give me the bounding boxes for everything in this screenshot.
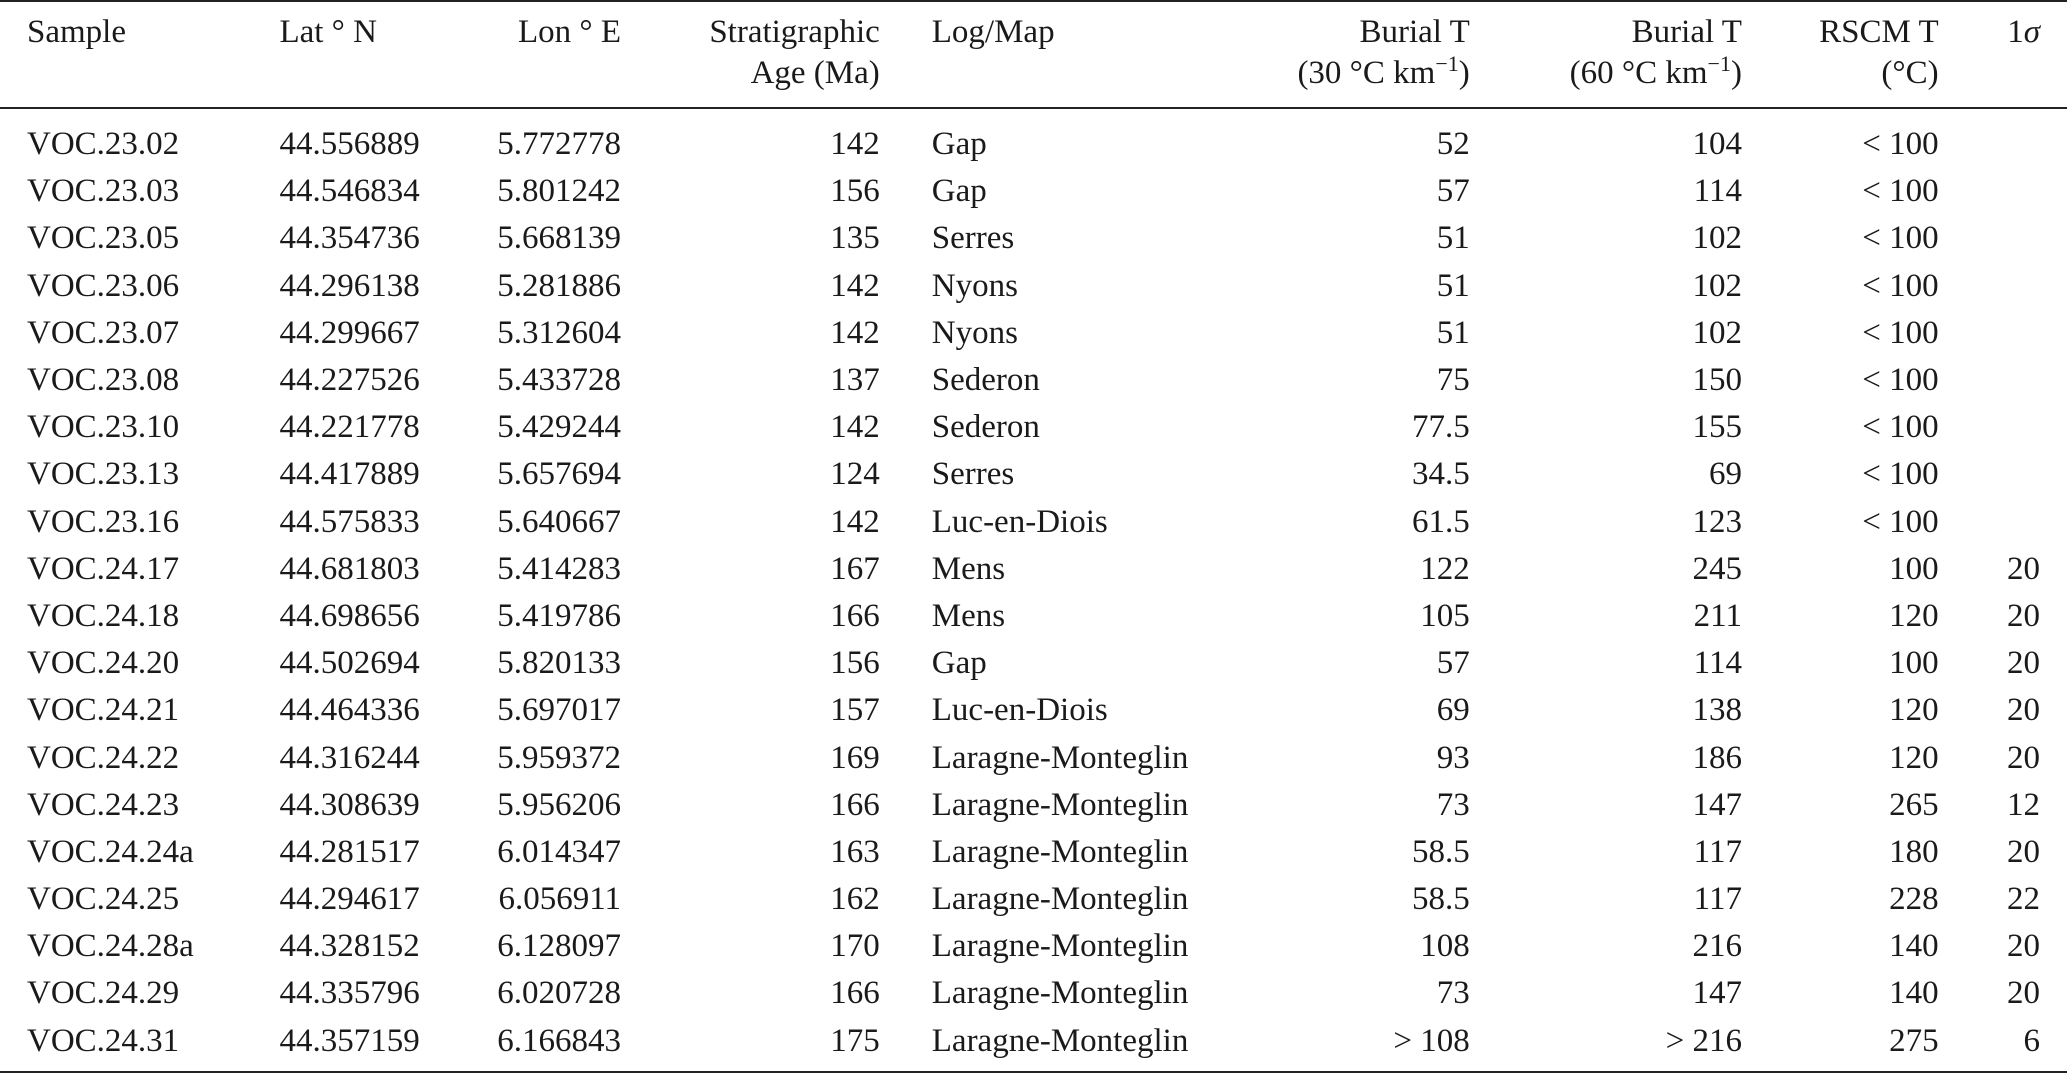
- cell-lat: 44.357159: [279, 1018, 476, 1072]
- cell-lon: 6.056911: [498, 881, 622, 918]
- cell-age: 169: [830, 739, 880, 776]
- header-burial30-unit: (30 °C km: [1297, 55, 1436, 91]
- cell-sigma: [1939, 168, 2067, 215]
- cell-rscm: 228: [1889, 881, 1939, 918]
- table-row: [0, 499, 2067, 546]
- header-rscm-line1: RSCM T: [1819, 14, 1939, 50]
- cell-burial30: 105: [1420, 597, 1470, 634]
- cell-sigma: [1939, 357, 2067, 404]
- cell-lon: 5.433728: [497, 362, 622, 399]
- table-row: [0, 546, 2067, 593]
- cell-sample: VOC.23.08: [27, 362, 180, 399]
- cell-sample: VOC.23.07: [27, 314, 180, 351]
- cell-rscm: < 100: [1862, 409, 1939, 446]
- cell-log: Laragne-Monteglin: [931, 928, 1189, 965]
- cell-sigma: 20: [2007, 739, 2040, 776]
- cell-sigma: [1939, 263, 2067, 310]
- cell-rscm: 120: [1889, 739, 1939, 776]
- cell-sample: VOC.23.13: [27, 456, 180, 493]
- table-row: [0, 923, 2067, 970]
- cell-burial30: 58.5: [1411, 833, 1470, 870]
- cell-burial30: 108: [1420, 928, 1470, 965]
- header-burial60-line1: Burial T: [1631, 14, 1742, 50]
- cell-sample: VOC.23.03: [27, 173, 180, 210]
- cell-log: Laragne-Monteglin: [931, 739, 1189, 776]
- cell-sigma: 12: [2007, 786, 2040, 823]
- cell-burial60: 102: [1692, 314, 1742, 351]
- cell-burial60: 102: [1692, 220, 1742, 257]
- cell-log: Mens: [931, 550, 1006, 587]
- header-burial30-line1: Burial T: [1359, 14, 1470, 50]
- cell-sample: VOC.24.21: [27, 692, 180, 729]
- cell-lat: 44.556889: [279, 126, 420, 163]
- cell-age: 166: [830, 975, 880, 1012]
- header-lon: [476, 1, 621, 108]
- cell-lat: 44.281517: [279, 833, 420, 870]
- cell-lon: 5.801242: [497, 173, 622, 210]
- cell-age: 156: [830, 173, 880, 210]
- cell-lon: 5.281886: [497, 267, 622, 304]
- cell-rscm: 140: [1889, 975, 1939, 1012]
- cell-rscm: < 100: [1862, 126, 1939, 163]
- cell-age: 124: [830, 456, 880, 493]
- table-row: [0, 451, 2067, 498]
- cell-rscm: 120: [1889, 692, 1939, 729]
- cell-burial60: 155: [1692, 409, 1742, 446]
- table-row: [0, 108, 2067, 168]
- cell-sample: VOC.24.25: [27, 881, 180, 918]
- cell-rscm: 265: [1889, 786, 1939, 823]
- cell-lat: 44.698656: [279, 597, 420, 634]
- header-sigma-num: 1: [2007, 14, 2024, 50]
- cell-sample: VOC.23.06: [27, 267, 180, 304]
- header-log-label: Log/Map: [931, 14, 1055, 50]
- cell-lat: 44.464336: [279, 692, 420, 729]
- cell-burial30: > 108: [1225, 1018, 1469, 1072]
- cell-log: Laragne-Monteglin: [880, 1018, 1226, 1072]
- cell-sample: VOC.24.23: [27, 786, 180, 823]
- cell-sigma: [1939, 404, 2067, 451]
- cell-burial30: 122: [1420, 550, 1470, 587]
- cell-lon: 5.956206: [497, 786, 622, 823]
- header-burial60-close: ): [1730, 55, 1742, 91]
- cell-burial60: > 216: [1470, 1018, 1742, 1072]
- cell-burial30: 51: [1436, 220, 1470, 257]
- cell-burial30: 73: [1436, 786, 1470, 823]
- cell-log: Luc-en-Diois: [931, 503, 1108, 540]
- cell-age: 157: [830, 692, 880, 729]
- cell-burial60: 123: [1692, 503, 1742, 540]
- cell-rscm: 100: [1889, 645, 1939, 682]
- cell-log: Nyons: [931, 314, 1018, 351]
- cell-burial30: 57: [1436, 645, 1470, 682]
- header-lon-label: Lon ° E: [518, 14, 622, 50]
- cell-rscm: 275: [1742, 1018, 1939, 1072]
- cell-burial30: 77.5: [1411, 409, 1470, 446]
- cell-lat: 44.296138: [279, 267, 420, 304]
- cell-lat: 44.681803: [279, 550, 420, 587]
- table-row: [0, 782, 2067, 829]
- cell-rscm: 120: [1889, 597, 1939, 634]
- header-lat: [279, 1, 476, 108]
- cell-lat: 44.227526: [279, 362, 420, 399]
- cell-burial30: 52: [1436, 126, 1470, 163]
- cell-lon: 5.668139: [497, 220, 622, 257]
- table-header: [0, 1, 2067, 108]
- cell-log: Serres: [931, 456, 1015, 493]
- cell-lon: 5.312604: [497, 314, 622, 351]
- table-row: [0, 876, 2067, 923]
- cell-age: 162: [830, 881, 880, 918]
- cell-sigma: [1939, 215, 2067, 262]
- cell-burial30: 69: [1436, 692, 1470, 729]
- cell-lon: 5.697017: [497, 692, 622, 729]
- cell-log: Laragne-Monteglin: [931, 975, 1189, 1012]
- cell-sigma: 20: [2007, 833, 2040, 870]
- cell-burial60: 216: [1692, 928, 1742, 965]
- table-row: [0, 404, 2067, 451]
- cell-sigma: [1939, 310, 2067, 357]
- cell-burial60: 245: [1692, 550, 1742, 587]
- cell-age: 142: [830, 267, 880, 304]
- table-body: [0, 108, 2067, 1072]
- table-row: [0, 829, 2067, 876]
- cell-lon: 5.657694: [497, 456, 622, 493]
- cell-log: Nyons: [931, 267, 1018, 304]
- cell-sigma: 20: [2007, 550, 2040, 587]
- cell-age: 166: [830, 597, 880, 634]
- cell-rscm: < 100: [1862, 173, 1939, 210]
- cell-log: Gap: [931, 645, 987, 682]
- header-lat-label: Lat ° N: [279, 14, 377, 50]
- cell-sample: VOC.24.17: [27, 550, 180, 587]
- table-row: [0, 970, 2067, 1017]
- cell-lon: 6.020728: [497, 975, 622, 1012]
- cell-log: Laragne-Monteglin: [931, 881, 1189, 918]
- cell-lon: 5.640667: [497, 503, 622, 540]
- table-row: [0, 593, 2067, 640]
- cell-sample: VOC.24.22: [27, 739, 180, 776]
- cell-sigma: [1939, 108, 2067, 168]
- cell-burial60: 104: [1692, 126, 1742, 163]
- cell-log: Laragne-Monteglin: [931, 786, 1189, 823]
- cell-log: Laragne-Monteglin: [931, 833, 1189, 870]
- table-row: [0, 168, 2067, 215]
- cell-sigma: [1939, 499, 2067, 546]
- header-sigma: [1939, 1, 2067, 108]
- header-burial60: [1470, 1, 1742, 108]
- cell-rscm: 140: [1889, 928, 1939, 965]
- header-rscm: [1742, 1, 1939, 108]
- cell-lat: 44.308639: [279, 786, 420, 823]
- cell-burial30: 51: [1436, 267, 1470, 304]
- header-row: [0, 1, 2067, 108]
- cell-lat: 44.354736: [279, 220, 420, 257]
- cell-burial30: 73: [1436, 975, 1470, 1012]
- cell-lat: 44.316244: [279, 739, 420, 776]
- cell-lat: 44.299667: [279, 314, 420, 351]
- cell-sigma: 20: [2007, 597, 2040, 634]
- cell-sample: VOC.24.31: [0, 1018, 279, 1072]
- header-burial60-line2: [1470, 53, 1742, 94]
- cell-sigma: [1939, 451, 2067, 498]
- cell-age: 156: [830, 645, 880, 682]
- cell-lon: 5.414283: [497, 550, 622, 587]
- header-log: [880, 1, 1226, 108]
- cell-sample: VOC.23.02: [27, 126, 180, 163]
- cell-age: 142: [830, 126, 880, 163]
- cell-age: 170: [830, 928, 880, 965]
- cell-lat: 44.502694: [279, 645, 420, 682]
- cell-age: 167: [830, 550, 880, 587]
- cell-burial30: 61.5: [1411, 503, 1470, 540]
- header-burial30-close: ): [1458, 55, 1470, 91]
- cell-burial30: 51: [1436, 314, 1470, 351]
- header-age: [621, 1, 880, 108]
- cell-sample: VOC.23.16: [27, 503, 180, 540]
- cell-lat: 44.575833: [279, 503, 420, 540]
- table-row: [0, 1018, 2067, 1072]
- table-row: [0, 263, 2067, 310]
- cell-sample: VOC.24.20: [27, 645, 180, 682]
- cell-sigma: 20: [2007, 975, 2040, 1012]
- cell-rscm: < 100: [1862, 456, 1939, 493]
- cell-lon: 5.959372: [497, 739, 622, 776]
- table-row: [0, 357, 2067, 404]
- header-burial30-line2: [1225, 53, 1469, 94]
- cell-sigma: 20: [2007, 692, 2040, 729]
- cell-rscm: 180: [1889, 833, 1939, 870]
- cell-burial30: 93: [1436, 739, 1470, 776]
- cell-log: Luc-en-Diois: [931, 692, 1108, 729]
- cell-rscm: < 100: [1862, 314, 1939, 351]
- cell-rscm: < 100: [1862, 503, 1939, 540]
- cell-sigma: 6: [1939, 1018, 2067, 1072]
- cell-burial60: 114: [1693, 173, 1742, 210]
- cell-sample: VOC.24.18: [27, 597, 180, 634]
- cell-burial60: 147: [1692, 975, 1742, 1012]
- cell-burial60: 114: [1693, 645, 1742, 682]
- cell-lat: 44.335796: [279, 975, 420, 1012]
- cell-lat: 44.328152: [279, 928, 420, 965]
- cell-lat: 44.546834: [279, 173, 420, 210]
- header-sample-label: Sample: [27, 14, 126, 50]
- cell-age: 142: [830, 409, 880, 446]
- cell-sample: VOC.24.28a: [27, 928, 194, 965]
- table-row: [0, 734, 2067, 781]
- header-sample: [0, 1, 279, 108]
- cell-log: Sederon: [931, 409, 1040, 446]
- cell-age: 142: [830, 503, 880, 540]
- header-age-line1: Stratigraphic: [709, 14, 880, 50]
- cell-lon: 6.128097: [497, 928, 622, 965]
- cell-lon: 5.419786: [497, 597, 622, 634]
- cell-log: Sederon: [931, 362, 1040, 399]
- cell-sigma: 20: [2007, 645, 2040, 682]
- cell-age: 175: [621, 1018, 880, 1072]
- cell-sigma: 22: [2007, 881, 2040, 918]
- header-burial30-exponent: −1: [1435, 51, 1459, 76]
- cell-age: 137: [830, 362, 880, 399]
- cell-sigma: 20: [2007, 928, 2040, 965]
- table-row: [0, 687, 2067, 734]
- cell-log: Gap: [931, 126, 987, 163]
- cell-burial60: 138: [1692, 692, 1742, 729]
- table-row: [0, 640, 2067, 687]
- cell-burial30: 58.5: [1411, 881, 1470, 918]
- cell-age: 135: [830, 220, 880, 257]
- cell-log: Mens: [931, 597, 1006, 634]
- header-burial30: [1225, 1, 1469, 108]
- cell-lat: 44.417889: [279, 456, 420, 493]
- cell-burial60: 102: [1692, 267, 1742, 304]
- header-burial60-exponent: −1: [1707, 51, 1731, 76]
- cell-burial60: 147: [1692, 786, 1742, 823]
- cell-log: Gap: [931, 173, 987, 210]
- cell-burial60: 117: [1693, 881, 1742, 918]
- cell-rscm: < 100: [1862, 267, 1939, 304]
- cell-lon: 6.014347: [497, 833, 622, 870]
- header-burial60-unit: (60 °C km: [1569, 55, 1708, 91]
- cell-burial60: 211: [1693, 597, 1742, 634]
- cell-burial60: 150: [1692, 362, 1742, 399]
- cell-lat: 44.221778: [279, 409, 420, 446]
- cell-burial60: 117: [1693, 833, 1742, 870]
- cell-burial30: 75: [1436, 362, 1470, 399]
- header-rscm-line2: (°C): [1881, 55, 1939, 91]
- cell-burial60: 69: [1708, 456, 1742, 493]
- cell-sample: VOC.24.24a: [27, 833, 194, 870]
- cell-sample: VOC.23.05: [27, 220, 180, 257]
- cell-sample: VOC.23.10: [27, 409, 180, 446]
- cell-sample: VOC.24.29: [27, 975, 180, 1012]
- cell-rscm: 100: [1889, 550, 1939, 587]
- cell-lon: 5.429244: [497, 409, 622, 446]
- header-sigma-symbol: σ: [2023, 14, 2040, 50]
- cell-log: Serres: [931, 220, 1015, 257]
- cell-age: 163: [830, 833, 880, 870]
- table-row: [0, 215, 2067, 262]
- cell-burial30: 57: [1436, 173, 1470, 210]
- cell-age: 142: [830, 314, 880, 351]
- header-age-line2: Age (Ma): [750, 55, 880, 91]
- cell-age: 166: [830, 786, 880, 823]
- cell-burial60: 186: [1692, 739, 1742, 776]
- cell-burial30: 34.5: [1411, 456, 1470, 493]
- cell-lon: 5.820133: [497, 645, 622, 682]
- cell-lon: 6.166843: [476, 1018, 621, 1072]
- cell-rscm: < 100: [1862, 220, 1939, 257]
- cell-lon: 5.772778: [497, 126, 622, 163]
- table-row: [0, 310, 2067, 357]
- cell-lat: 44.294617: [279, 881, 420, 918]
- cell-rscm: < 100: [1862, 362, 1939, 399]
